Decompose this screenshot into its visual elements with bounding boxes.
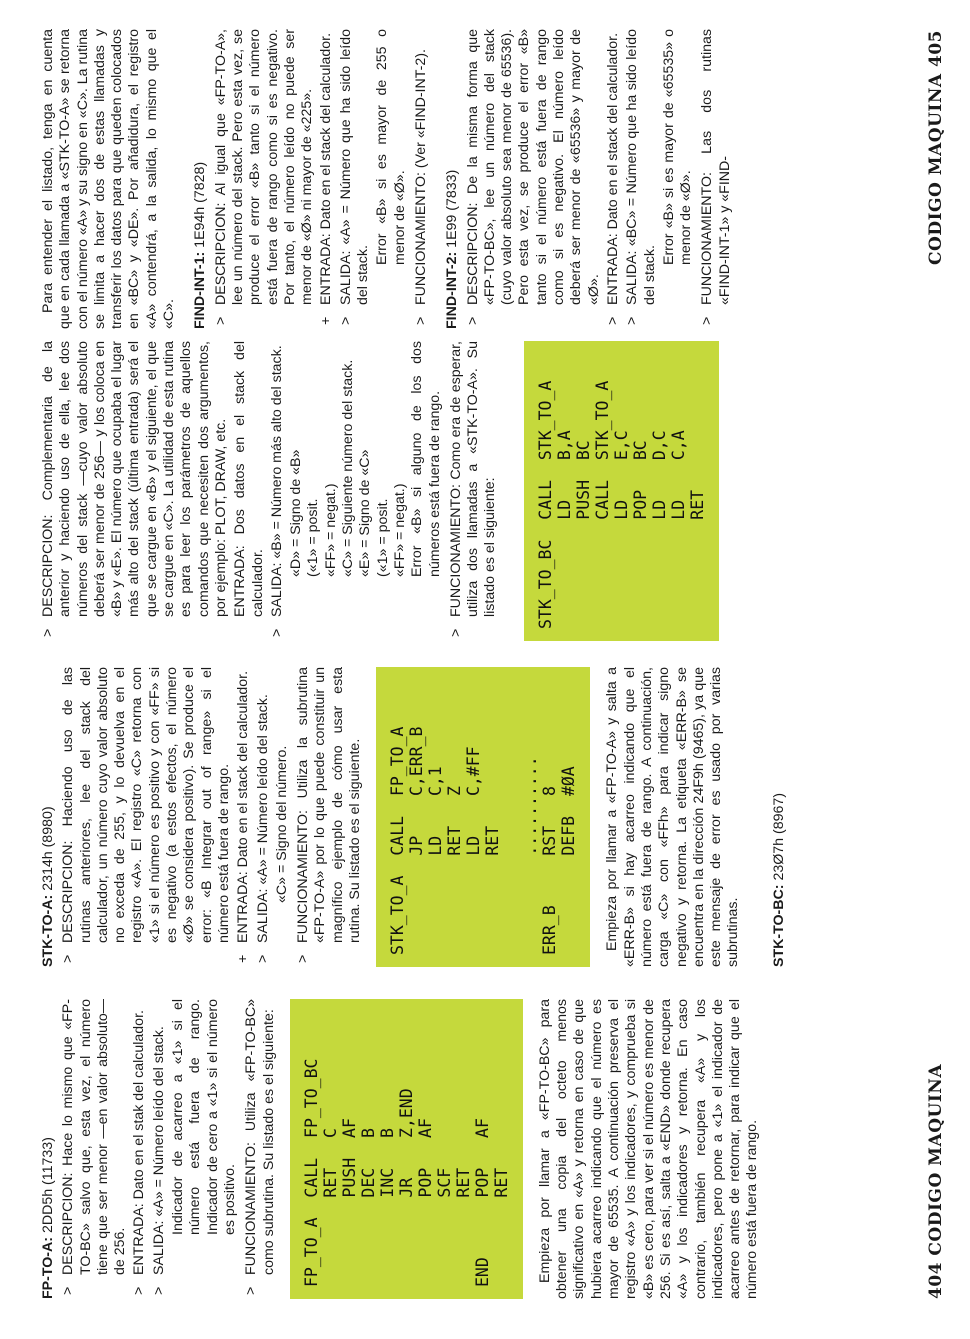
arrow-marker: > bbox=[337, 316, 354, 325]
salida-line: («1» = posit. bbox=[374, 498, 391, 577]
entrada-item: > ENTRADA: Dato en el stack del calculador. bbox=[604, 32, 621, 325]
salida-item: > SALIDA: «A» = Número leído del stack. bbox=[254, 694, 271, 963]
routine-heading-stk-to-bc: STK-TO-BC: 23Ø7h (8967) bbox=[770, 793, 787, 967]
arrow-marker: > bbox=[464, 316, 481, 325]
routine-heading-find-int-2: FIND-INT-2: 1E99 (7833) bbox=[444, 169, 461, 329]
salida-item: > SALIDA: «A» = Número leído del stack. bbox=[150, 1026, 167, 1295]
salida-detail: Error «B» si es mayor de 255 o menor de «Ø». bbox=[374, 29, 408, 265]
arrow-marker: > bbox=[447, 628, 464, 637]
plus-marker: + bbox=[318, 316, 335, 325]
routine-heading-find-int-1: FIND-INT-1: 1E94h (7828) bbox=[192, 161, 209, 329]
func-item: > FUNCIONAMIENTO: (Ver «FIND-INT-2). bbox=[412, 49, 429, 325]
salida-item: > SALIDA: «B» = Número más alto del stack. bbox=[268, 345, 285, 637]
desc-item: > DESCRIPCION: Complementaria de la anterior y haciendo uso de ella, lee dos números del stack —cuyo valor absoluto deberá ser menor de 256— y los coloca en «B» y «E». El número que ocupaba el lugar más alto del stack (última entrada) será el que se cargue en «B» y el siguiente, el que se cargue en «C». La utilidad de esta rutina es para leer los parámetros de aquellos comandos que necesiten dos argumentos, por ejemplo: PLOT, DRAW, etc. bbox=[40, 341, 229, 637]
func-item: > FUNCIONAMIENTO: Como era de esperar, utiliza dos llamadas a «STK-TO-A». Su listado es el siguiente: bbox=[447, 341, 499, 637]
func-item: > FUNCIONAMIENTO: Utiliza «FP-TO-BC» como subrutina. Su listado es el siguiente: bbox=[243, 999, 277, 1295]
arrow-marker: > bbox=[624, 316, 641, 325]
arrow-marker: > bbox=[604, 316, 621, 325]
page-folio-right: CODIGO MAQUINA 405 bbox=[926, 30, 946, 266]
page-folio-left: 404 CODIGO MAQUINA bbox=[926, 1063, 946, 1299]
plus-marker: + bbox=[235, 954, 252, 963]
arrow-marker: > bbox=[150, 1286, 167, 1295]
column-4 bbox=[40, 29, 736, 329]
salida-line: «FF» = negat.) bbox=[391, 483, 408, 577]
code-listing-stk-to-a: STK_TO_A CALL FP_TO_A JP C,ERR_B LD C,1 RET Z LD C,#FF RET .......... ERR_B RST 8 DEFB #ØA bbox=[376, 667, 590, 967]
arrow-marker: > bbox=[131, 1286, 148, 1295]
arrow-marker: > bbox=[40, 628, 56, 637]
entrada-item: + ENTRADA: Dato en el stack del calculador. bbox=[235, 670, 252, 963]
arrow-marker: > bbox=[60, 954, 77, 963]
desc-item: > DESCRIPCION: De la misma forma que «FP-TO-BC», lee un número del stack (cuyo valor absoluto sea menor de 65536). Pero esta vez, se produce el error «B» tanto si el número está fuera de rango como si es negativo. El número leído deberá ser menor de «65536» y mayor de «Ø». bbox=[464, 29, 602, 325]
arrow-marker: > bbox=[412, 316, 429, 325]
desc-item: > DESCRIPCION: Al igual que «FP-TO-A», lee un número del stack. Pero esta vez, se produce el error «B» tanto si el número está fuera de rango como si es negativo. Por tanto, el número leído no puede ser menor de «Ø» ni mayor de «225». bbox=[212, 29, 316, 325]
salida-line: «C» = Siguiente número del stack. bbox=[340, 359, 357, 577]
salida-item: > SALIDA: «A» = Número que ha sido leído del stack. bbox=[337, 29, 372, 325]
desc-item: > DESCRIPCION: Hace lo mismo que «FP-TO-BC» salvo que, esta vez, el número tiene que ser menor —en valor absoluto— de 256. bbox=[60, 999, 129, 1295]
salida-detail: Error «B» si es mayor de «65535» o menor de «Ø». bbox=[660, 29, 695, 265]
salida-line: («1» = posit. bbox=[305, 498, 322, 577]
salida-detail: «C» = Signo del número. bbox=[273, 745, 290, 903]
explanation-paragraph: Empieza por llamar a «FP-TO-A» y salta a «ERR-B» si hay acarreo indicando que el número está fuera de rango. A continuación, carga «C» con «FFh» para indicar signo negativo y retorna. La etiqueta «ERR-B» se encuentra en la dirección 24F9h (9465), ya que este mensaje de error es usado por varias subrutinas. bbox=[604, 667, 742, 967]
salida-line: Error «B» si alguno de los dos números está fuera de rango. bbox=[409, 341, 443, 577]
entrada-item: ENTRADA: Dos datos en el stack del calculador. bbox=[232, 341, 266, 617]
column-1 bbox=[40, 999, 764, 1299]
code-listing-fp-to-a: FP_TO_A CALL FP_TO_BC RET C PUSH AF DEC B INC B JR Z,END POP AF SCF RET END POP AF RET bbox=[290, 999, 523, 1299]
explanation-paragraph: Empieza por llamar a «FP-TO-BC» para obtener una copia del octeto menos significativo en «A» y retorna en caso de que hubiera acarreo indicando que el número es mayor de 65535. A continuación preserva el registro «A» y los indicadores, y comprueba si «B» es cero, para ver si el número es menor de 256. Si es así, salta a «END» donde recupera «A» y los indicadores y retorna. En caso contrario, también recupera «A» y los indicadores, pero pone a «1» el indicador de acarreo antes de retornar, para indicar que el número está fuera de rango. bbox=[536, 999, 761, 1299]
salida-detail: Indicador de acarreo a «1» si el número está fuera de rango. Indicador de cero a «1» si el número es positivo. bbox=[170, 999, 238, 1235]
arrow-marker: > bbox=[699, 316, 716, 325]
code-listing-stk-to-bc: STK_TO_BC CALL STK_TO_A LD B,A PUSH BC CALL STK_TO_A LD E,C POP BC LD D,C LD C,A RET bbox=[524, 341, 719, 641]
arrow-marker: > bbox=[212, 316, 229, 325]
entrada-item: + ENTRADA: Dato en el stack del calculador. bbox=[318, 32, 335, 325]
routine-heading-stk-to-a: STK-TO-A: 2314h (8980) bbox=[40, 806, 56, 967]
func-item: > FUNCIONAMIENTO: Utiliza la subrutina «FP-TO-A» por lo que puede constituir un magnífico ejemplo de cómo usar esta rutina. Su listado es el siguiente. bbox=[295, 667, 364, 963]
arrow-marker: > bbox=[60, 1286, 77, 1295]
arrow-marker: > bbox=[268, 628, 285, 637]
arrow-marker: > bbox=[243, 1286, 260, 1295]
column-2 bbox=[40, 667, 791, 967]
desc-item: > DESCRIPCION: Haciendo uso de las rutinas anteriores, lee del stack del calculador, un número cuyo valor absoluto no exceda de 255, y lo devuelva en el registro «A». El registro «C» retorna con «1» si el número es positivo y con «FF» si es negativo (a estos efectos, el número «Ø» se considera positivo). Se produce el error: «B Integrar out of range» si el número está fuera de rango. bbox=[60, 667, 232, 963]
arrow-marker: > bbox=[295, 954, 312, 963]
intro-paragraph: Para entender el listado, tenga en cuenta que en cada llamada a «STK-TO-A» se retorna con el número «A» y su signo en «C». La rutina se limita a hacer dos de estas llamadas y transferir los datos para que queden colocados en «BC» y «DE». Por añadidura, el registro «A» contendrá, a la salida, lo mismo que el «C». bbox=[40, 29, 178, 329]
routine-heading-fp-to-a: FP-TO-A: 2DD5h (11733) bbox=[40, 1137, 56, 1299]
arrow-marker: > bbox=[254, 954, 271, 963]
salida-line: «FF» = negat.) bbox=[322, 483, 339, 577]
salida-item: > SALIDA: «BC» = Número que ha sido leído del stack. bbox=[624, 29, 658, 325]
entrada-item: > ENTRADA: Dato en el stak del calculador. bbox=[131, 1010, 148, 1295]
salida-line: «E» = Signo de «C» bbox=[357, 449, 374, 577]
salida-line: «D» = Signo de «B» bbox=[288, 449, 305, 577]
column-3 bbox=[40, 341, 733, 641]
func-item: > FUNCIONAMIENTO: Las dos rutinas «FIND-INT-1» y «FIND- bbox=[699, 29, 733, 325]
